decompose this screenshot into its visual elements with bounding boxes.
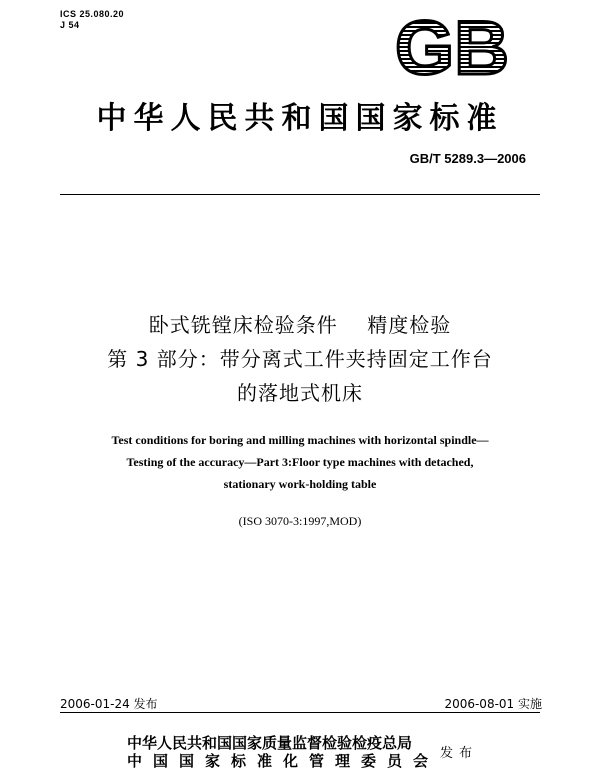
implementation-date: 2006-08-01 实施 (444, 697, 542, 711)
issuer-aqsiq: 中华人民共和国国家质量监督检验检疫总局 (127, 734, 413, 752)
bottom-divider (60, 712, 540, 713)
chinese-title-line-1: 卧式铣镗床检验条件 精度检验 (148, 313, 452, 337)
chinese-title-line-3: 的落地式机床 (237, 381, 363, 405)
english-title-line-1: Test conditions for boring and milling machines with horizontal spindle— (111, 433, 489, 447)
gb-logo (392, 14, 512, 80)
gb-logo-text: GB (395, 14, 509, 80)
classification-codes (60, 9, 124, 31)
standard-type: 中华人民共和国国家标准 (96, 101, 504, 136)
chinese-title-line-2: 第 3 部分：带分离式工件夹持固定工作台 (107, 347, 493, 371)
issuer-sac: 中国国家标准化管理委员会 (127, 752, 440, 770)
issue-date: 2006-01-24 发布 (60, 697, 158, 711)
adoption-note: (ISO 3070-3:1997,MOD) (238, 514, 362, 528)
issuing-authorities (127, 734, 439, 770)
ics-code: ICS 25.080.20 (60, 9, 125, 19)
ccs-code: J 54 (60, 20, 80, 30)
standard-number: GB/T 5289.3—2006 (409, 151, 526, 166)
english-title-line-2: Testing of the accuracy—Part 3:Floor type machines with detached, (126, 455, 474, 469)
top-divider (60, 194, 540, 195)
publish-label: 发布 (440, 746, 479, 761)
english-title-line-3: stationary work-holding table (223, 477, 377, 491)
